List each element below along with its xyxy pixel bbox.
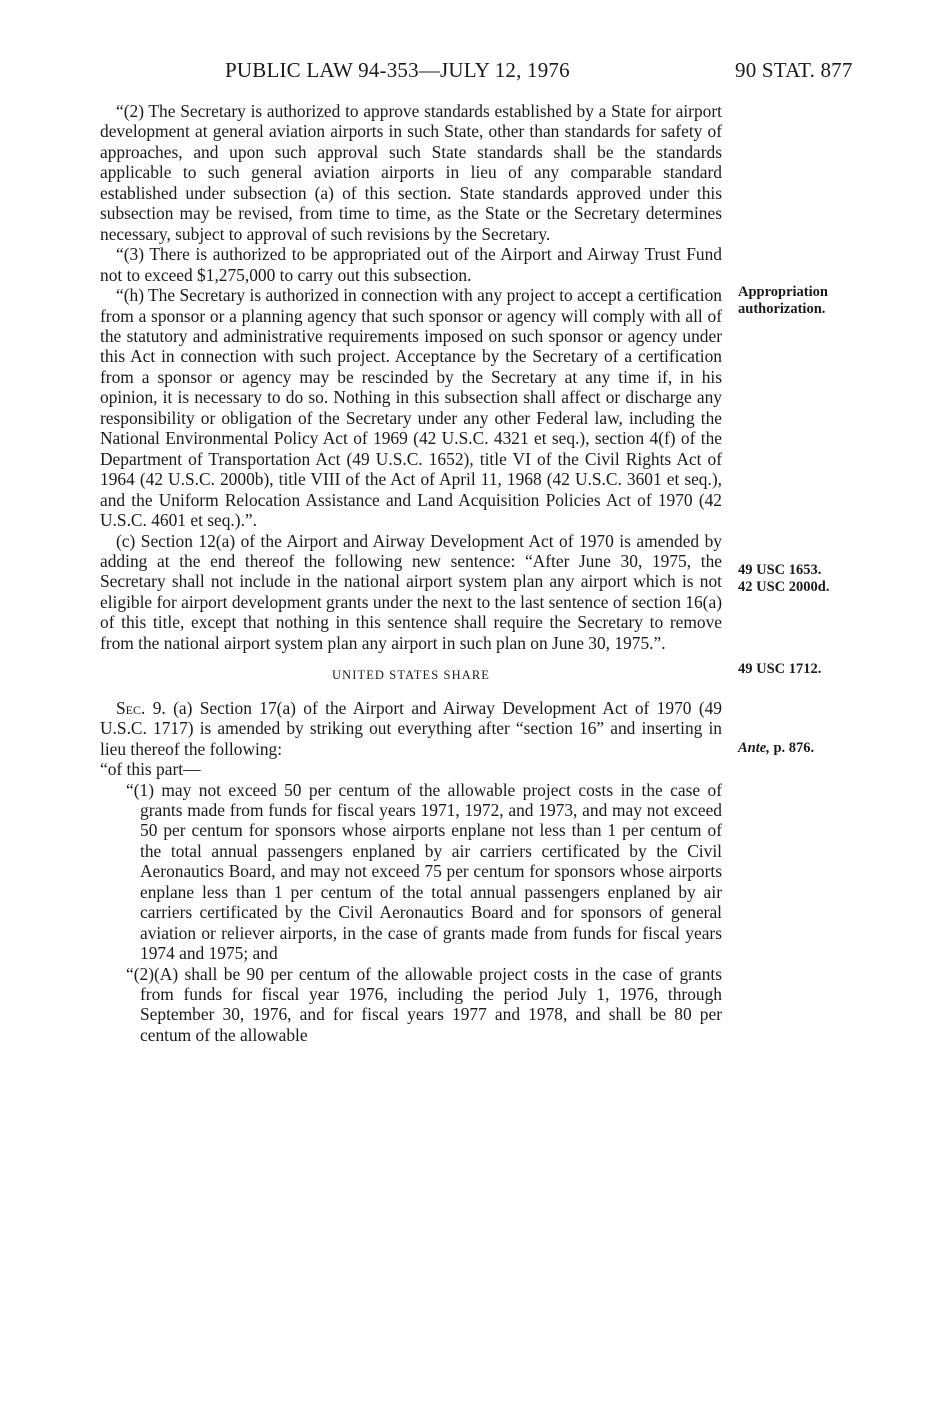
margin-note-usc-1712: 49 USC 1712. [738, 661, 822, 677]
paragraph-c: (c) Section 12(a) of the Airport and Airway Development Act of 1970 is amended by adding at the end thereof the following new sentence: “After June 30, 1975, the Secretary shall not include in the national airport system plan any airport which is not eligible for airport development grants under the next to the last sentence of section 16(a) of this title, except that nothing in this sentence shall require the Secretary to remove from the national airport system plan any airport in such plan on June 30, 1975.”. [100, 530, 722, 653]
main-text-column [100, 101, 722, 1045]
paragraph-g3: “(3) There is authorized to be appropriated out of the Airport and Airway Trust Fund not to exceed $1,275,000 to carry out this subsection. [100, 244, 722, 285]
section-heading: UNITED STATES SHARE [331, 668, 491, 683]
section-number: Sec. 9. [116, 697, 166, 718]
margin-note-appropriation-line1: Appropriation [738, 284, 828, 300]
margin-note-usc-2000d: 42 USC 2000d. [738, 579, 830, 595]
margin-note-appropriation-line2: authorization. [738, 301, 826, 317]
margin-note-appropriation [738, 284, 828, 318]
margin-note-usc-citations [738, 562, 829, 596]
stat-page-reference: 90 STAT. 877 [735, 58, 853, 82]
margin-note-ante-italic: Ante, [738, 740, 770, 756]
list-item-2: “(2)(A) shall be 90 per centum of the allowable project costs in the case of grants from funds for fiscal year 1976, including the period July 1, 1976, through September 30, 1976, and for fiscal years 1977 and 1978, and shall be 80 per centum of the allowable [126, 963, 722, 1045]
paragraph-h: “(h) The Secretary is authorized in connection with any project to accept a certification from a sponsor or a planning agency that such sponsor or agency will comply with all of the statutory and administrative requirements imposed on such sponsor or agency under this Act in connection with such project. Acceptance by the Secretary of a certification from a sponsor or agency may be rescinded by the Secretary at any time if, in his opinion, it is necessary to do so. Nothing in this subsection shall affect or discharge any responsibility or obligation of the Secretary under any other Federal law, including the National Environmental Policy Act of 1969 (42 U.S.C. 4321 et seq.), section 4(f) of the Department of Transportation Act (49 U.S.C. 1652), title VI of the Civil Rights Act of 1964 (42 U.S.C. 2000b), title VIII of the Act of April 11, 1968 (42 U.S.C. 3601 et seq.), and the Uniform Relocation Assistance and Land Acquisition Policies Act of 1970 (42 U.S.C. 4601 et seq.).”. [100, 285, 722, 531]
margin-note-ante [738, 740, 814, 757]
margin-note-ante-page: p. 876. [769, 740, 815, 756]
running-header-title: PUBLIC LAW 94-353—JULY 12, 1976 [225, 58, 570, 82]
list-item-1: “(1) may not exceed 50 per centum of the allowable project costs in the case of grants made from funds for fiscal years 1971, 1972, and 1973, and may not exceed 50 per centum for sponsors whose airports enplane not less than 1 per centum of the total annual passengers enplaned by air carriers certificated by the Civil Aeronautics Board, and may not exceed 75 per centum for sponsors whose airports enplane less than 1 per centum of the total annual passengers enplaned by air carriers certificated by the Civil Aeronautics Board and for sponsors of general aviation or reliever airports, in the case of grants made from funds for fiscal years 1974 and 1975; and [126, 779, 722, 964]
of-this-part-line: “of this part— [100, 759, 201, 780]
margin-note-usc-1653: 49 USC 1653. [738, 562, 822, 578]
paragraph-sec9 [100, 698, 722, 759]
section-text: (a) Section 17(a) of the Airport and Airway Development Act of 1970 (49 U.S.C. 1717) is amended by striking out everything after “section 16” and inserting in lieu thereof the following: [100, 697, 722, 759]
paragraph-g2: “(2) The Secretary is authorized to approve standards established by a State for airport development at general aviation airports in such State, other than standards for safety of approaches, and upon such approval such State standards shall be the standards applicable to such general aviation airports in lieu of any comparable standard established under subsection (a) of this section. State standards approved under this subsection may be revised, from time to time, as the State or the Secretary determines necessary, subject to approval of such revisions by the Secretary. [100, 101, 722, 244]
